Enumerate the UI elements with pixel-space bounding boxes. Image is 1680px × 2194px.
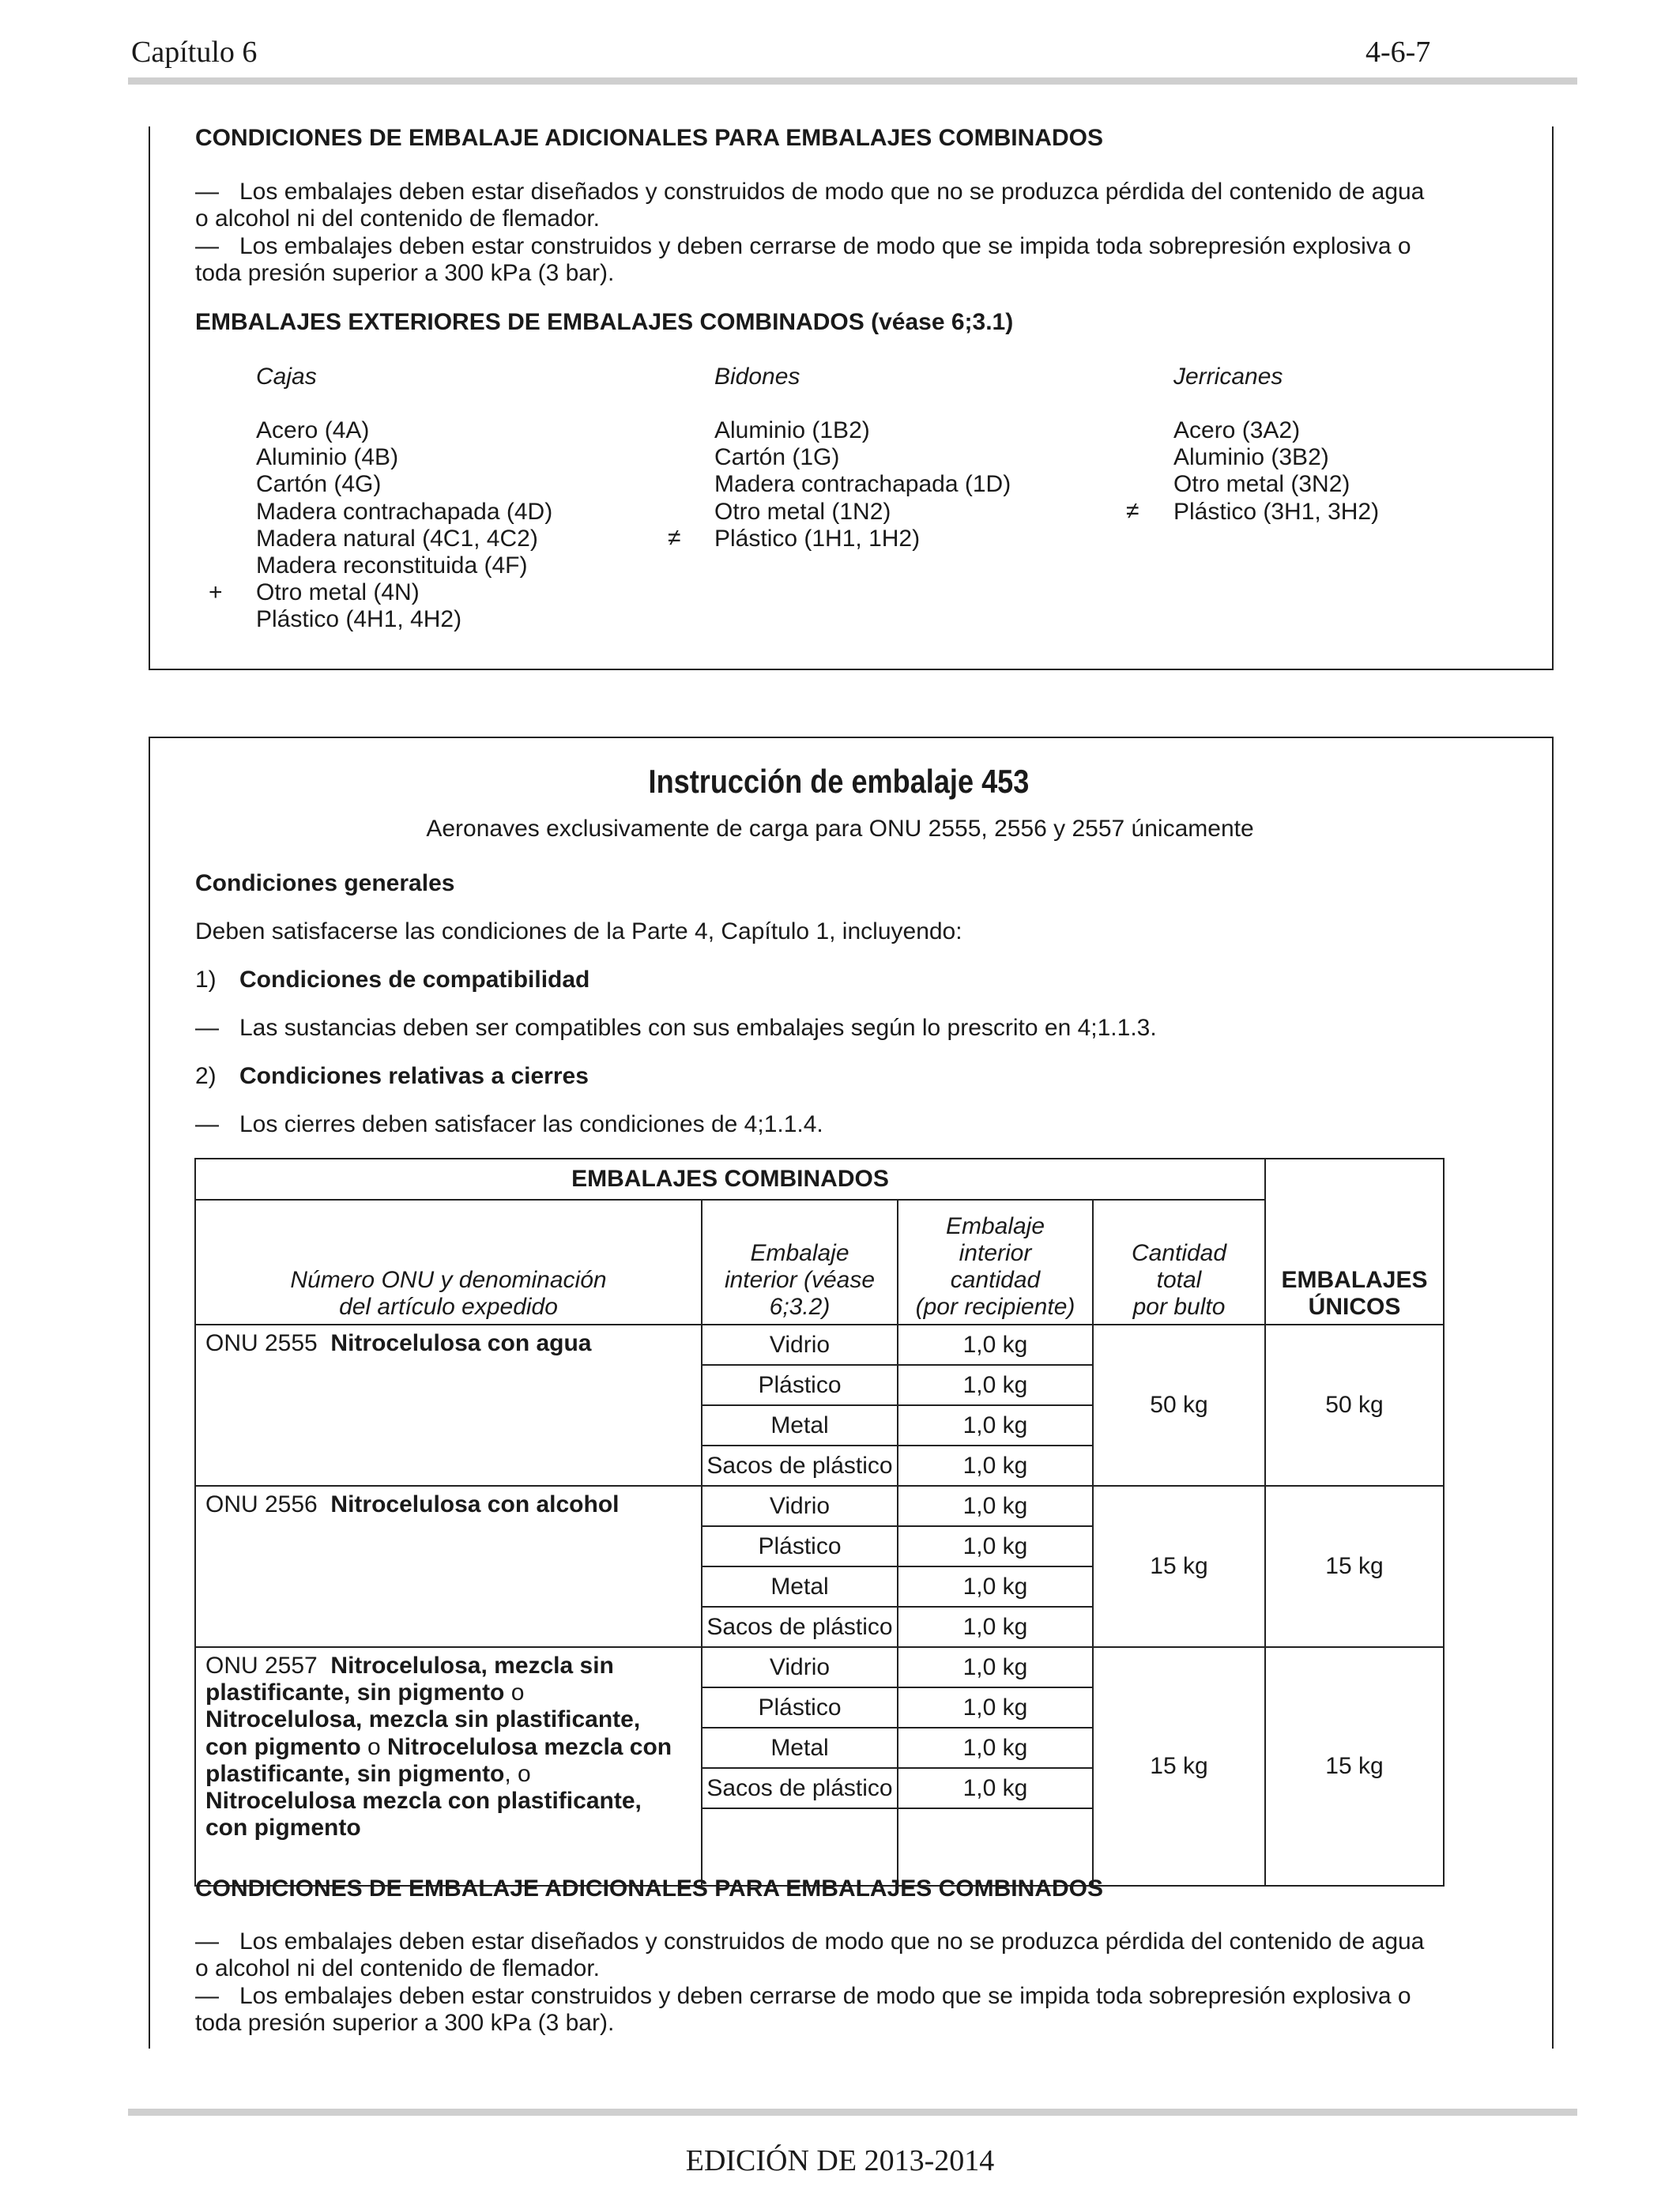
chapter-label: Capítulo 6 (131, 36, 258, 69)
inner-quantity: 1,0 kg (898, 1687, 1093, 1728)
name-line (205, 1761, 701, 1788)
jerricanes-list (1173, 417, 1379, 526)
inner-packaging: Plástico (702, 1687, 898, 1728)
dash-mark: — (195, 233, 219, 259)
item-1 (195, 967, 590, 993)
list-item: Acero (4A) (256, 417, 370, 443)
paragraph-text: Los embalajes deben estar diseñados y construidos de modo que no se produzca pérdida del contenido de agua (239, 179, 1425, 205)
list-item: Madera natural (4C1, 4C2) (256, 525, 538, 552)
total-quantity-header (1093, 1200, 1265, 1325)
edition-footer: EDICIÓN DE 2013-2014 (685, 2144, 995, 2177)
inner-packaging: Metal (702, 1405, 898, 1446)
single-packaging-quantity: 50 kg (1265, 1325, 1444, 1486)
instruction-title: Instrucción de embalaje 453 (648, 763, 1030, 800)
total-quantity: 15 kg (1093, 1486, 1265, 1647)
list-item: Madera contrachapada (1D) (714, 471, 1011, 498)
un-entry (195, 1647, 702, 1886)
inner-packaging: Metal (702, 1566, 898, 1607)
column-title-jerricanes: Jerricanes (1173, 364, 1283, 390)
paragraph-line: toda presión superior a 300 kPa (3 bar). (195, 260, 615, 286)
plus-mark: + (209, 579, 223, 605)
un-column-header (195, 1200, 702, 1325)
list-item: Madera reconstituida (4F) (256, 552, 528, 579)
inner-quantity: 1,0 kg (898, 1325, 1093, 1365)
name-line (205, 1788, 701, 1815)
un-entry (195, 1486, 702, 1647)
shipping-name: con pigmento (205, 1733, 361, 1760)
inner-quantity: 1,0 kg (898, 1405, 1093, 1446)
item-text: Los cierres deben satisfacer las condiciones de 4;1.1.4. (239, 1111, 823, 1137)
item-title: Condiciones relativas a cierres (239, 1063, 589, 1089)
inner-packaging: Sacos de plástico (702, 1607, 898, 1647)
header-line: (por recipiente) (915, 1294, 1075, 1320)
list-item: Aluminio (4B) (256, 444, 399, 471)
un-number: ONU 2555 (205, 1330, 318, 1356)
page-number: 4-6-7 (1365, 36, 1431, 69)
section-heading: CONDICIONES DE EMBALAJE ADICIONALES PARA EMBALAJES COMBINADOS (195, 1875, 1103, 1902)
list-item: Acero (3A2) (1173, 417, 1301, 443)
inner-packaging: Vidrio (702, 1647, 898, 1687)
shipping-name: Nitrocelulosa con agua (330, 1330, 592, 1356)
header-line: EMBALAJES (1281, 1267, 1428, 1293)
header-rule (128, 77, 1577, 85)
shipping-name: Nitrocelulosa, mezcla sin plastificante, (205, 1706, 641, 1733)
general-conditions-text: Deben satisfacerse las condiciones de la Parte 4, Capítulo 1, incluyendo: (195, 918, 962, 944)
connector-text: o (360, 1733, 388, 1760)
section-heading: CONDICIONES DE EMBALAJE ADICIONALES PARA EMBALAJES COMBINADOS (195, 125, 1103, 151)
inner-quantity: 1,0 kg (898, 1566, 1093, 1607)
name-line (205, 1734, 701, 1761)
list-item: Otro metal (1N2) (714, 498, 891, 525)
dash-mark: — (195, 1928, 219, 1955)
header-line: cantidad (950, 1267, 1041, 1293)
dash-mark: — (195, 1015, 219, 1041)
list-item: Otro metal (3N2) (1173, 471, 1350, 498)
inner-packaging-header (702, 1200, 898, 1325)
paragraph-line (195, 1983, 1411, 2010)
inner-quantity: 1,0 kg (898, 1768, 1093, 1808)
name-line (205, 1679, 701, 1706)
header-line: 6;3.2) (769, 1294, 831, 1320)
single-packaging-quantity: 15 kg (1265, 1486, 1444, 1647)
name-line (205, 1706, 701, 1733)
list-item: Cartón (1G) (714, 444, 840, 471)
paragraph-line: o alcohol ni del contenido de flemador. (195, 205, 601, 232)
single-packaging-quantity: 15 kg (1265, 1647, 1444, 1886)
instruction-subtitle: Aeronaves exclusivamente de carga para ONU 2555, 2556 y 2557 únicamente (426, 816, 1254, 842)
inner-packaging: Sacos de plástico (702, 1446, 898, 1486)
inner-packaging: Metal (702, 1728, 898, 1768)
single-packagings-header (1265, 1159, 1444, 1325)
inner-packaging: Sacos de plástico (702, 1768, 898, 1808)
combined-packagings-header: EMBALAJES COMBINADOS (195, 1159, 1265, 1200)
column-title-cajas: Cajas (256, 364, 317, 390)
item-2 (195, 1063, 589, 1090)
list-item: Otro metal (4N) (256, 579, 420, 606)
header-line: Número ONU y denominación (290, 1267, 607, 1293)
list-item: Plástico (1H1, 1H2) (714, 525, 921, 552)
total-quantity: 15 kg (1093, 1647, 1265, 1886)
inner-quantity-header (898, 1200, 1093, 1325)
item-number: 2) (195, 1063, 217, 1089)
inner-packaging: Plástico (702, 1365, 898, 1405)
paragraph-line: o alcohol ni del contenido de flemador. (195, 1955, 601, 1981)
list-item: Plástico (3H1, 3H2) (1173, 498, 1380, 525)
not-equal-mark: ≠ (1126, 498, 1139, 524)
paragraph-line (195, 1928, 1424, 1955)
paragraph-line (195, 179, 1424, 205)
un-number: ONU 2556 (205, 1491, 318, 1517)
column-title-bidones: Bidones (714, 364, 800, 390)
item-title: Condiciones de compatibilidad (239, 967, 590, 993)
name-line (205, 1653, 701, 1679)
header-line: interior (véase (724, 1267, 876, 1293)
general-conditions-heading: Condiciones generales (195, 870, 455, 896)
section-heading: EMBALAJES EXTERIORES DE EMBALAJES COMBINADOS (véase 6;3.1) (195, 309, 1014, 335)
inner-quantity: 1,0 kg (898, 1647, 1093, 1687)
paragraph-text: Los embalajes deben estar construidos y deben cerrarse de modo que se impida toda sobrepresión explosiva o (239, 1983, 1411, 2009)
empty-cell (898, 1808, 1093, 1886)
shipping-name: plastificante, sin pigmento (205, 1760, 505, 1787)
inner-packaging: Plástico (702, 1526, 898, 1566)
shipping-name: con pigmento (205, 1815, 361, 1842)
dash-mark: — (195, 1111, 219, 1137)
inner-quantity: 1,0 kg (898, 1446, 1093, 1486)
shipping-name: Nitrocelulosa mezcla con plastificante, (205, 1788, 642, 1815)
header-line: del artículo expedido (339, 1294, 558, 1320)
un-number: ONU 2557 (205, 1653, 318, 1679)
item-1-text (195, 1015, 1157, 1042)
name-line (205, 1815, 701, 1842)
list-item: Madera contrachapada (4D) (256, 498, 553, 525)
item-2-text (195, 1111, 823, 1138)
inner-quantity: 1,0 kg (898, 1365, 1093, 1405)
header-line: Embalaje (750, 1240, 849, 1266)
item-number: 1) (195, 967, 217, 993)
paragraph-line (195, 233, 1411, 260)
paragraph-text: Los embalajes deben estar construidos y deben cerrarse de modo que se impida toda sobrepresión explosiva o (239, 233, 1411, 259)
shipping-name: Nitrocelulosa con alcohol (330, 1491, 620, 1517)
inner-packaging: Vidrio (702, 1486, 898, 1526)
not-equal-mark: ≠ (668, 525, 681, 551)
header-line: total (1156, 1267, 1202, 1293)
header-line: Embalaje (945, 1213, 1045, 1239)
item-text: Las sustancias deben ser compatibles con sus embalajes según lo prescrito en 4;1.1.3. (239, 1015, 1157, 1041)
inner-quantity: 1,0 kg (898, 1607, 1093, 1647)
header-line: por bulto (1132, 1294, 1226, 1320)
un-entry (195, 1325, 702, 1486)
paragraph-text: Los embalajes deben estar diseñados y construidos de modo que no se produzca pérdida del contenido de agua (239, 1928, 1425, 1955)
list-item: Cartón (4G) (256, 471, 382, 498)
dash-mark: — (195, 179, 219, 205)
shipping-name: Nitrocelulosa, mezcla sin (330, 1653, 614, 1679)
shipping-name: Nitrocelulosa mezcla con (387, 1733, 672, 1760)
dash-mark: — (195, 1983, 219, 2009)
paragraph-line: toda presión superior a 300 kPa (3 bar). (195, 2010, 615, 2036)
list-item: Plástico (4H1, 4H2) (256, 606, 462, 633)
footer-rule (128, 2109, 1577, 2116)
empty-cell (702, 1808, 898, 1886)
shipping-name: plastificante, sin pigmento (205, 1679, 505, 1706)
inner-quantity: 1,0 kg (898, 1486, 1093, 1526)
list-item: Aluminio (1B2) (714, 417, 870, 443)
inner-packaging: Vidrio (702, 1325, 898, 1365)
inner-quantity: 1,0 kg (898, 1526, 1093, 1566)
cajas-list (256, 417, 552, 634)
header-line: interior (959, 1240, 1032, 1266)
header-line: Cantidad (1131, 1240, 1227, 1266)
packaging-table (194, 1158, 1445, 1887)
list-item: Aluminio (3B2) (1173, 444, 1329, 471)
connector-text: , o (504, 1760, 531, 1787)
header-line: ÚNICOS (1308, 1294, 1401, 1320)
inner-quantity: 1,0 kg (898, 1728, 1093, 1768)
connector-text: o (504, 1679, 525, 1706)
bidones-list (714, 417, 1011, 552)
total-quantity: 50 kg (1093, 1325, 1265, 1486)
